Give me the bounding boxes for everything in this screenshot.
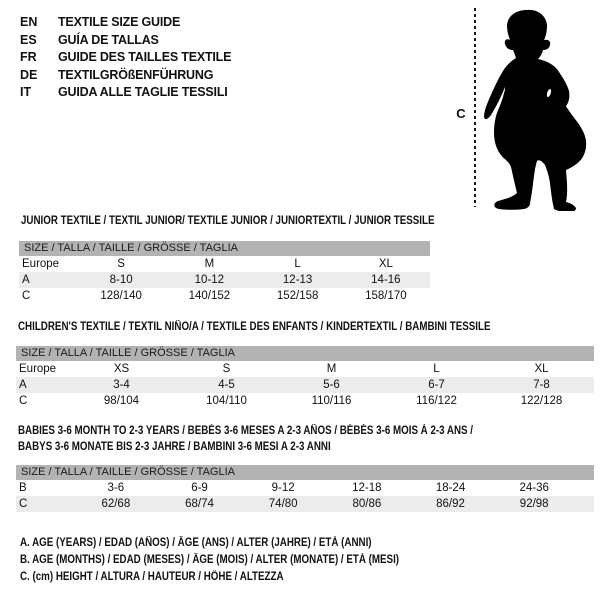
language-title: GUIDE DES TAILLES TEXTILE: [58, 50, 232, 64]
size-cell: 7-8: [533, 379, 550, 391]
table-title-line: CHILDREN'S TEXTILE / TEXTIL NIÑO/A / TEXTILE DES ENFANTS / KINDERTEXTIL / BAMBINI TESSILE: [18, 321, 491, 333]
row-label: B: [19, 482, 27, 494]
language-row: [20, 84, 231, 102]
size-cell: 5-6: [323, 379, 340, 391]
row-label: A: [19, 379, 27, 391]
size-cell: 6-9: [191, 482, 208, 494]
size-cell: 98/104: [103, 395, 140, 407]
language-title: TEXTILE SIZE GUIDE: [58, 15, 181, 29]
table-row: [19, 256, 430, 272]
size-cell: 68/74: [185, 498, 214, 510]
size-cell: S: [117, 258, 125, 270]
language-code: DE: [20, 67, 38, 82]
size-cell: 86/92: [436, 498, 465, 510]
row-label: C: [22, 290, 31, 302]
size-cell: 158/170: [365, 290, 407, 302]
footnote-line: A. AGE (YEARS) / EDAD (AÑOS) / ÂGE (ANS) / ALTER (JAHRE) / ETÀ (ANNI): [20, 537, 372, 549]
row-label: C: [19, 395, 28, 407]
language-list: [20, 14, 231, 102]
size-cell: XL: [534, 363, 549, 375]
language-code: EN: [20, 15, 38, 29]
language-row: [20, 14, 231, 32]
junior-textile-section: [19, 213, 435, 304]
size-table: [16, 465, 594, 512]
footnotes: [20, 535, 466, 586]
size-cell: 24-36: [519, 482, 549, 494]
size-cell: 140/152: [188, 290, 231, 302]
table-row: [16, 496, 594, 512]
table-title-line: BABIES 3-6 MONTH TO 2-3 YEARS / BEBÉS 3-6 MESES A 2-3 AÑOS / BÉBÉS 3-6 MOIS À 2-3 ANS /: [18, 425, 474, 437]
row-label: C: [19, 498, 28, 510]
size-cell: 74/80: [268, 498, 298, 510]
size-cell: S: [222, 363, 231, 375]
babies-textile-section: [16, 423, 594, 512]
size-cell: 12-13: [282, 274, 313, 286]
height-measure-dashed-line: [474, 8, 476, 207]
size-cell: 62/68: [101, 498, 131, 510]
size-cell: 14-16: [371, 274, 401, 286]
size-header-bar: SIZE / TALLA / TAILLE / GRÖSSE / TAGLIA: [19, 241, 430, 256]
table-row: [16, 480, 594, 496]
toddler-silhouette-icon: [483, 5, 596, 211]
size-cell: XS: [113, 363, 130, 375]
language-row: [20, 32, 231, 50]
table-title: [19, 213, 435, 229]
row-label: A: [22, 274, 30, 286]
row-label: Europe: [22, 258, 60, 270]
language-code: FR: [20, 50, 37, 64]
height-measure-label: C: [456, 106, 466, 121]
size-cell: M: [204, 258, 215, 270]
size-cell: M: [326, 363, 337, 375]
language-code: IT: [20, 85, 32, 99]
table-row: [19, 288, 430, 304]
size-cell: 6-7: [428, 379, 445, 391]
size-cell: L: [294, 258, 301, 270]
size-table: [16, 346, 594, 409]
size-cell: 110/116: [311, 395, 352, 407]
size-table: [19, 241, 430, 304]
table-title: [16, 423, 594, 455]
table-row: [16, 377, 594, 393]
children-textile-section: [16, 319, 594, 409]
table-row: [19, 272, 430, 288]
language-title: TEXTILGRÖßENFÜHRUNG: [58, 67, 214, 82]
language-code: ES: [20, 32, 37, 47]
row-label: Europe: [19, 363, 57, 375]
language-title: GUÍA DE TALLAS: [58, 32, 159, 47]
footnote-line: C. (cm) HEIGHT / ALTURA / HAUTEUR / HÖHE / ALTEZZA: [20, 571, 284, 583]
size-header-bar: SIZE / TALLA / TAILLE / GRÖSSE / TAGLIA: [16, 346, 594, 361]
table-title-line: JUNIOR TEXTILE / TEXTIL JUNIOR/ TEXTILE JUNIOR / JUNIORTEXTIL / JUNIOR TESSILE: [21, 215, 435, 227]
size-cell: 92/98: [519, 498, 549, 510]
size-cell: 10-12: [194, 274, 225, 286]
size-cell: 122/128: [520, 395, 563, 407]
table-title-line: BABYS 3-6 MONATE BIS 2-3 JAHRE / BAMBINI 3-6 MESI A 2-3 ANNI: [18, 441, 331, 453]
size-header-bar: SIZE / TALLA / TAILLE / GRÖSSE / TAGLIA: [16, 465, 594, 480]
footnote-line: B. AGE (MONTHS) / EDAD (MESES) / ÂGE (MOIS) / ALTER (MONATE) / ETÀ (MESI): [20, 554, 400, 566]
language-title: GUIDA ALLE TAGLIE TESSILI: [58, 85, 228, 99]
size-cell: XL: [378, 258, 393, 270]
size-cell: 3-4: [113, 379, 130, 391]
size-cell: 104/110: [206, 395, 247, 407]
language-row: [20, 67, 231, 85]
table-row: [16, 393, 594, 409]
size-cell: 12-18: [352, 482, 382, 494]
size-cell: 128/140: [100, 290, 142, 302]
language-row: [20, 49, 231, 67]
table-row: [16, 361, 594, 377]
size-cell: L: [433, 363, 440, 375]
size-cell: 116/122: [416, 395, 457, 407]
size-cell: 3-6: [107, 482, 125, 494]
table-title: [16, 319, 594, 335]
size-cell: 8-10: [109, 274, 133, 286]
size-cell: 4-5: [218, 379, 235, 391]
size-cell: 9-12: [271, 482, 295, 494]
size-cell: 80/86: [352, 498, 382, 510]
size-cell: 152/158: [276, 290, 319, 302]
size-cell: 18-24: [435, 482, 466, 494]
